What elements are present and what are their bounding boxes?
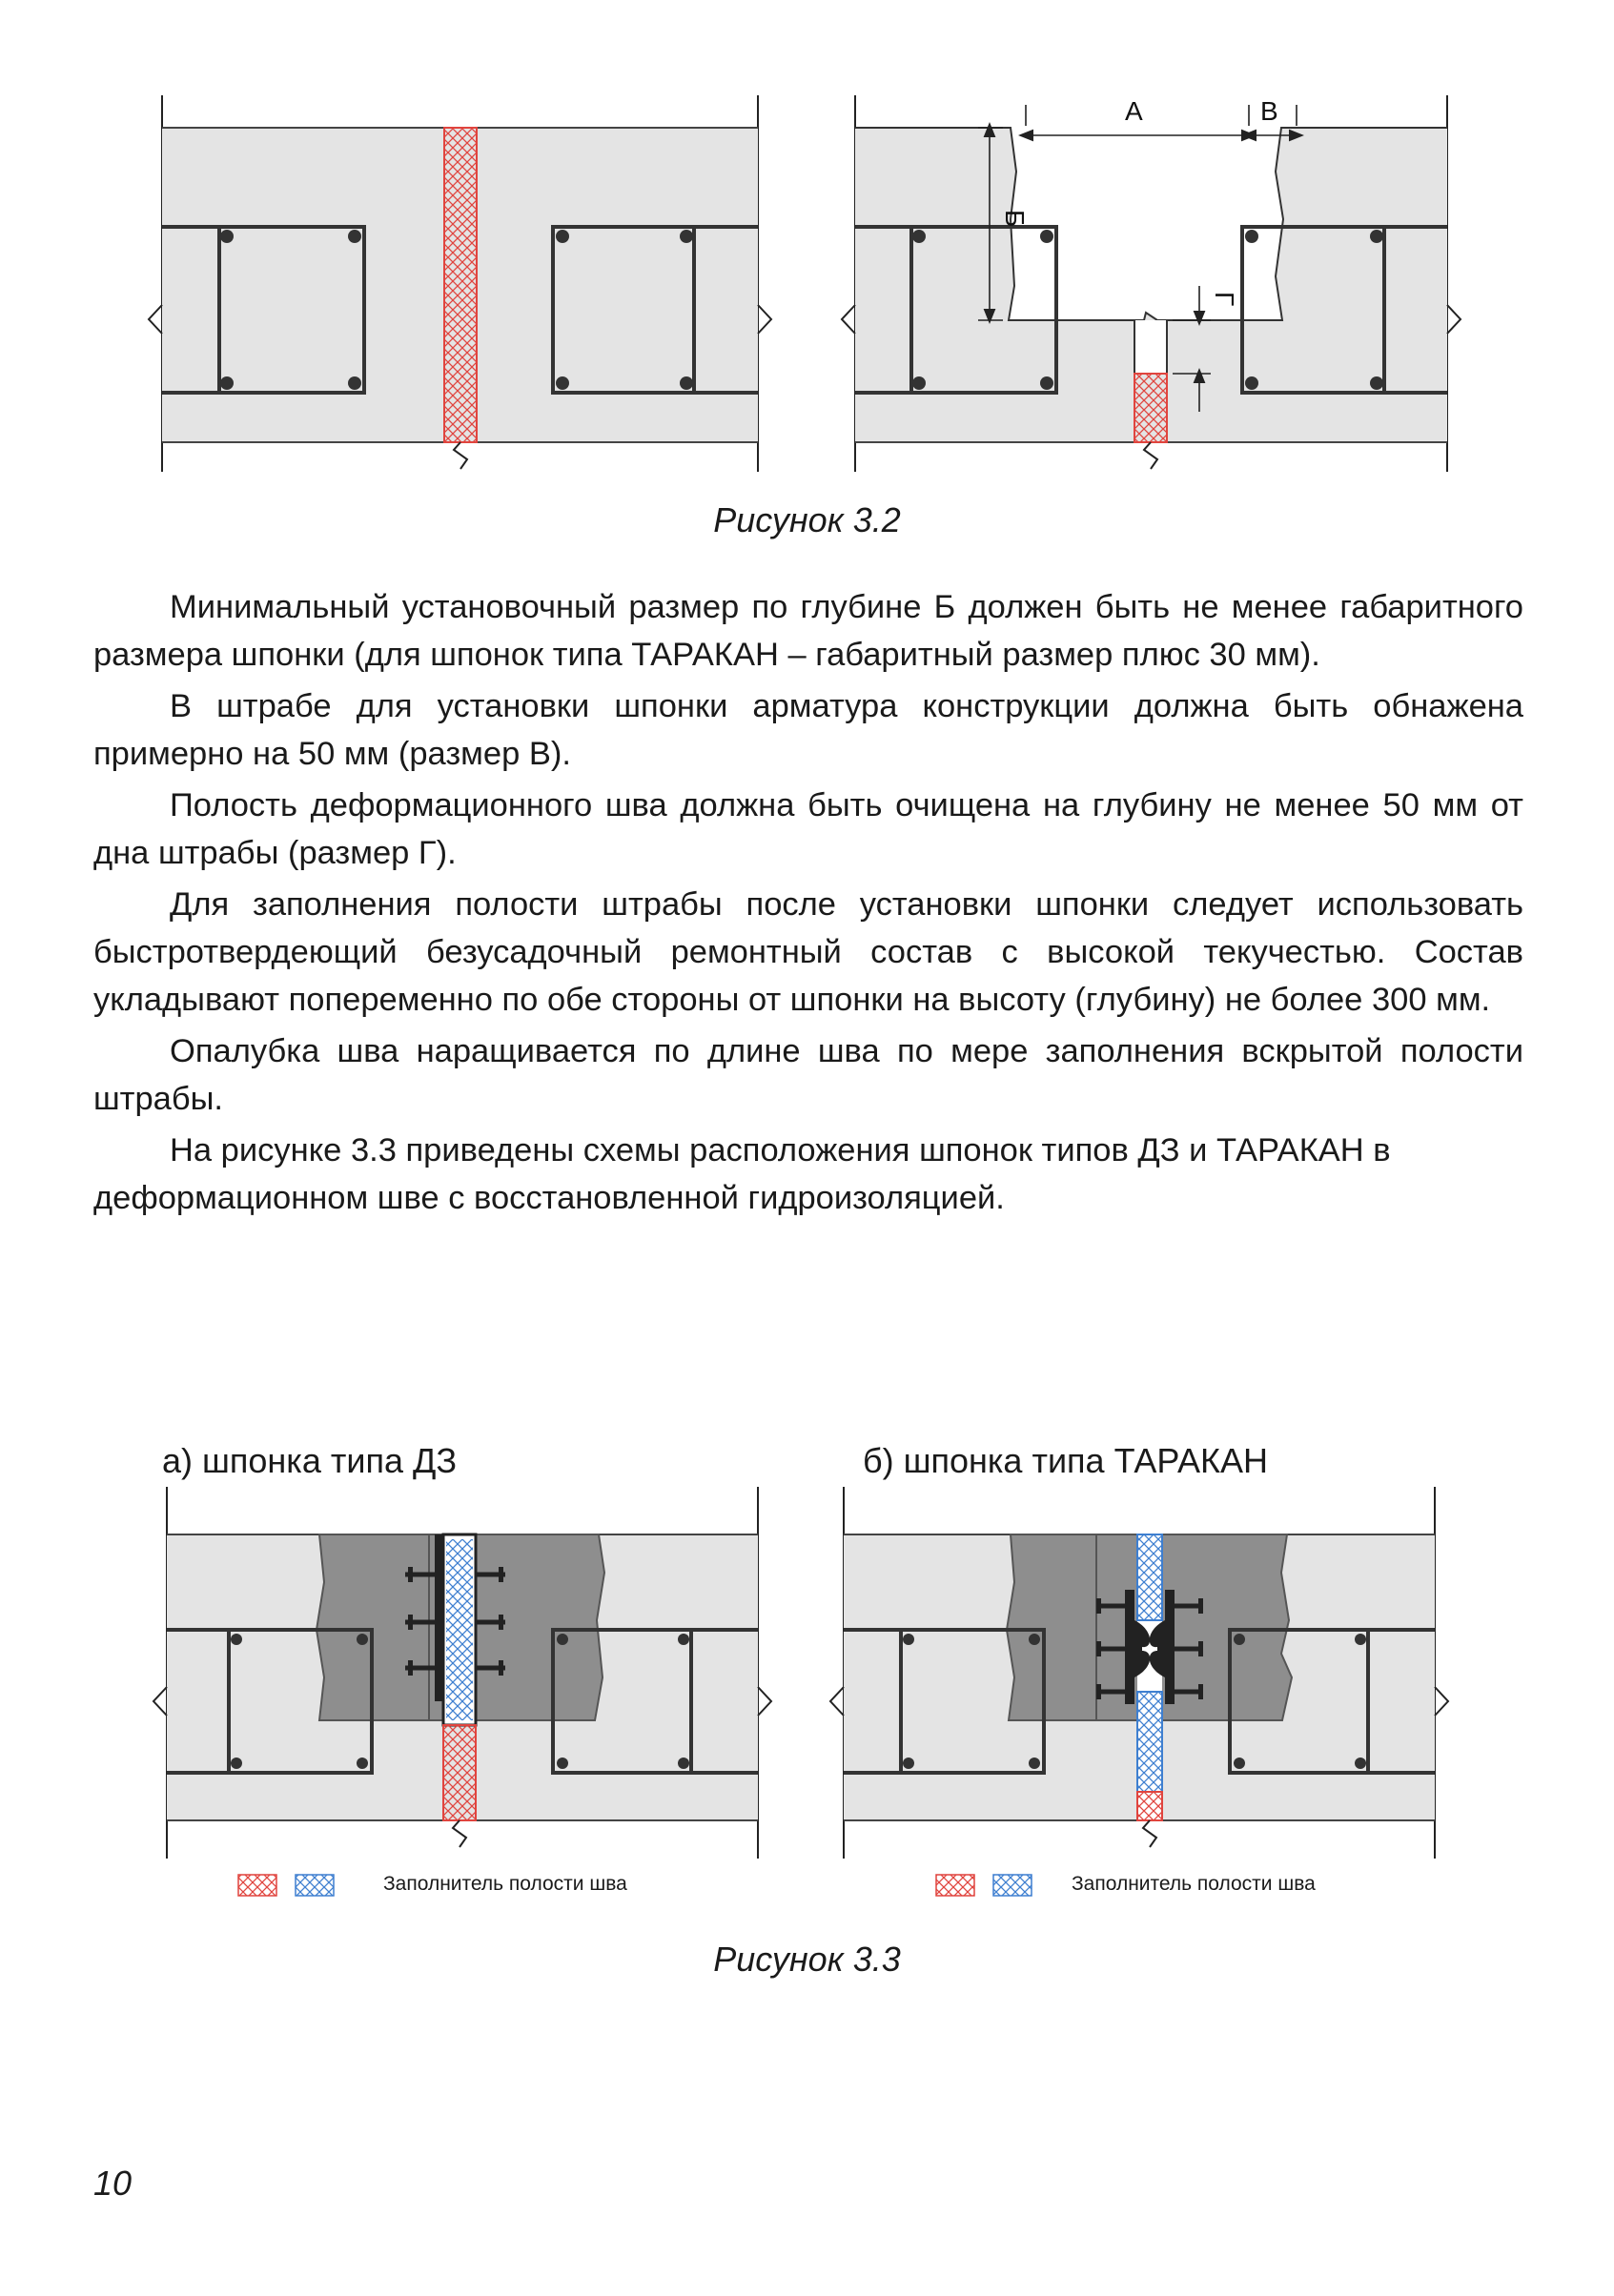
paragraph: Для заполнения полости штрабы после установки шпонки следует использовать быстротвердеющий безусадочный ремонтный состав с высокой текучестью. Состав укладывают попеременно по обе стороны от шпонки на высоту (глубину) не более 300 мм. (93, 886, 1523, 1018)
legend-right-label: Заполнитель полости шва (1072, 1873, 1316, 1895)
fig33-left-slab (153, 1487, 771, 1896)
paragraph: На рисунке 3.3 приведены схемы расположения шпонок типов ДЗ и ТАРАКАН в деформационном шве с восстановленной гидроизоляцией. (93, 1132, 1391, 1216)
paragraph: Минимальный установочный размер по глубине Б должен быть не менее габаритного размера шпонки (для шпонок типа ТАРАКАН – габаритный размер плюс 30 мм). (93, 589, 1523, 673)
figure-3-3-right-title: б) шпонка типа ТАРАКАН (863, 1441, 1268, 1480)
figure-3-3-left-title: а) шпонка типа ДЗ (162, 1441, 458, 1480)
legend-left-label: Заполнитель полости шва (383, 1873, 627, 1895)
paragraph: Опалубка шва наращивается по длине шва по мере заполнения вскрытой полости штрабы. (93, 1033, 1523, 1117)
dim-label-g: Г (1210, 292, 1239, 307)
dim-label-a: А (1125, 96, 1143, 126)
dim-label-v: В (1260, 96, 1278, 126)
paragraph: В штрабе для установки шпонки арматура конструкции должна быть обнажена примерно на 50 мм (размер В). (93, 688, 1523, 772)
page-number: 10 (93, 2164, 133, 2203)
dim-label-b: Б (1000, 210, 1030, 228)
figure-3-2-caption: Рисунок 3.2 (713, 500, 901, 539)
paragraph: Полость деформационного шва должна быть очищена на глубину не менее 50 мм от дна штрабы (размер Г). (93, 787, 1523, 871)
figure-3-2 (143, 95, 1478, 486)
fig32-right-slab (842, 95, 1461, 472)
body-text (93, 583, 1523, 1226)
fig33-right-slab (830, 1487, 1448, 1896)
figure-3-3-caption: Рисунок 3.3 (713, 1940, 901, 1979)
fig32-left-slab (149, 95, 771, 472)
